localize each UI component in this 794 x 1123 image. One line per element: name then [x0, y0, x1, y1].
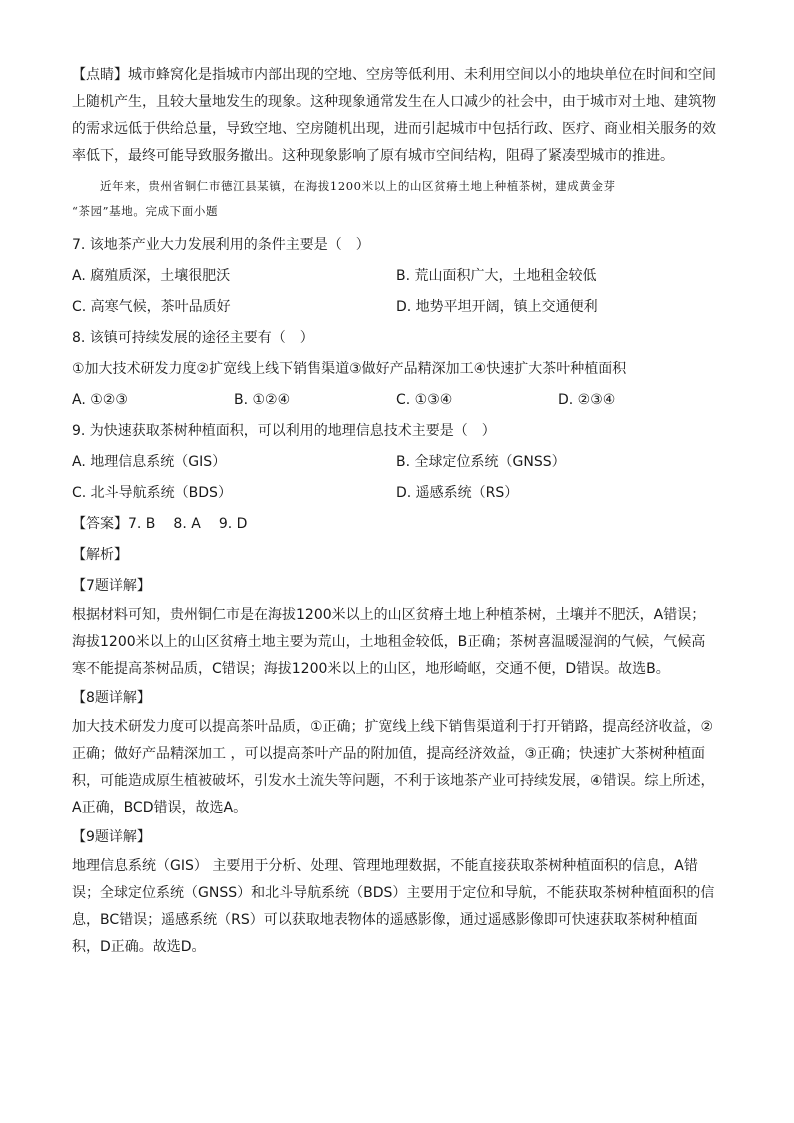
detail-8-paragraph [72, 714, 724, 822]
text-line: 寒不能提高茶树品质，C错误；海拔1200米以上的山区，地形崎岖，交通不便，D错误。故选B。 [72, 661, 670, 677]
material-intro-line: 近年来，贵州省铜仁市德江县某镇，在海拔1200米以上的山区贫瘠土地上种植茶树，建成黄金芽 [100, 179, 616, 193]
detail-7-paragraph [72, 602, 724, 683]
analysis-heading: 【解析】 [72, 547, 128, 563]
question-8-stem: 8. 该镇可持续发展的途径主要有（ ） [72, 330, 314, 346]
detail-7-heading: 【7题详解】 [72, 578, 151, 594]
text-line: 海拔1200米以上的山区贫瘠土地主要为荒山，土地租金较低，B正确；茶树喜温暖湿润的气候，气候高 [72, 634, 706, 650]
option-a: A. 腐殖质深，土壤很肥沃 [72, 268, 231, 284]
detail-9-paragraph [72, 853, 724, 961]
option-b: B. ①②④ [234, 392, 291, 408]
option-c: C. ①③④ [396, 392, 453, 408]
text-line: 的需求远低于供给总量，导致空地、空房随机出现，进而引起城市中包括行政、医疗、商业相关服务的效 [72, 121, 716, 137]
question-9-options-row [72, 478, 724, 509]
text-line: 息，BC错误；遥感系统（RS）可以获取地表物体的遥感影像，通过遥感影像即可快速获取茶树种植面 [72, 912, 698, 928]
answer-9: 9. D [218, 516, 248, 532]
text-line: 地理信息系统（GIS） 主要用于分析、处理、管理地理数据，不能直接获取茶树种植面积的信息，A错 [72, 858, 698, 874]
question-9-stem: 9. 为快速获取茶树种植面积，可以利用的地理信息技术主要是（ ） [72, 423, 496, 439]
question-9-options-row [72, 447, 724, 478]
question-8-items: ①加大技术研发力度②扩宽线上线下销售渠道③做好产品精深加工④快速扩大茶叶种植面积 [72, 361, 627, 377]
text-line: 上随机产生，且较大量地发生的现象。这种现象通常发生在人口减少的社会中，由于城市对土地、建筑物 [72, 94, 716, 110]
option-d: D. 地势平坦开阔，镇上交通便利 [396, 299, 598, 315]
text-line: 积，D正确。故选D。 [72, 939, 206, 955]
option-c: C. 高寒气候，茶叶品质好 [72, 299, 231, 315]
text-line: 积，可能造成原生植被破坏，引发水土流失等问题，不利于该地茶产业可持续发展，④错误。综上所述， [72, 773, 715, 789]
answer-line [72, 509, 724, 540]
detail-9-heading: 【9题详解】 [72, 829, 151, 845]
answer-8: 8. A [173, 516, 201, 532]
text-line: 误；全球定位系统（GNSS）和北斗导航系统（BDS）主要用于定位和导航，不能获取茶树种植面积的信 [72, 885, 715, 901]
option-a: A. 地理信息系统（GIS） [72, 454, 227, 470]
option-b: B. 荒山面积广大，土地租金较低 [396, 268, 597, 284]
option-a: A. ①②③ [72, 392, 128, 408]
question-7-options-row [72, 261, 724, 292]
option-b: B. 全球定位系统（GNSS） [396, 454, 566, 470]
option-c: C. 北斗导航系统（BDS） [72, 485, 232, 501]
question-8-options-row [72, 385, 724, 416]
text-line: 【点睛】城市蜂窝化是指城市内部出现的空地、空房等低利用、未利用空间以小的地块单位在时间和空间 [72, 67, 716, 83]
question-7-stem: 7. 该地茶产业大力发展利用的条件主要是（ ） [72, 237, 370, 253]
dianjing-paragraph [72, 62, 724, 170]
detail-8-heading: 【8题详解】 [72, 690, 151, 706]
text-line: 根据材料可知，贵州铜仁市是在海拔1200米以上的山区贫瘠土地上种植茶树，土壤并不肥沃，A错误； [72, 607, 706, 623]
option-d: D. ②③④ [558, 392, 616, 408]
material-intro-line: “茶园”基地。完成下面小题 [72, 204, 219, 218]
document-page [72, 62, 724, 961]
text-line: A正确，BCD错误，故选A。 [72, 800, 248, 816]
answer-label: 【答案】 [72, 516, 128, 532]
question-7-options-row [72, 292, 724, 323]
text-line: 正确；做好产品精深加工 ，可以提高茶叶产品的附加值，提高经济效益，③正确；快速扩大茶树种植面 [72, 746, 705, 762]
text-line: 率低下，最终可能导致服务撤出。这种现象影响了原有城市空间结构，阻碍了紧凑型城市的推进。 [72, 148, 674, 164]
answer-7: 7. B [128, 516, 156, 532]
text-line: 加大技术研发力度可以提高茶叶品质，①正确；扩宽线上线下销售渠道利于打开销路，提高经济收益，② [72, 719, 714, 735]
option-d: D. 遥感系统（RS） [396, 485, 519, 501]
